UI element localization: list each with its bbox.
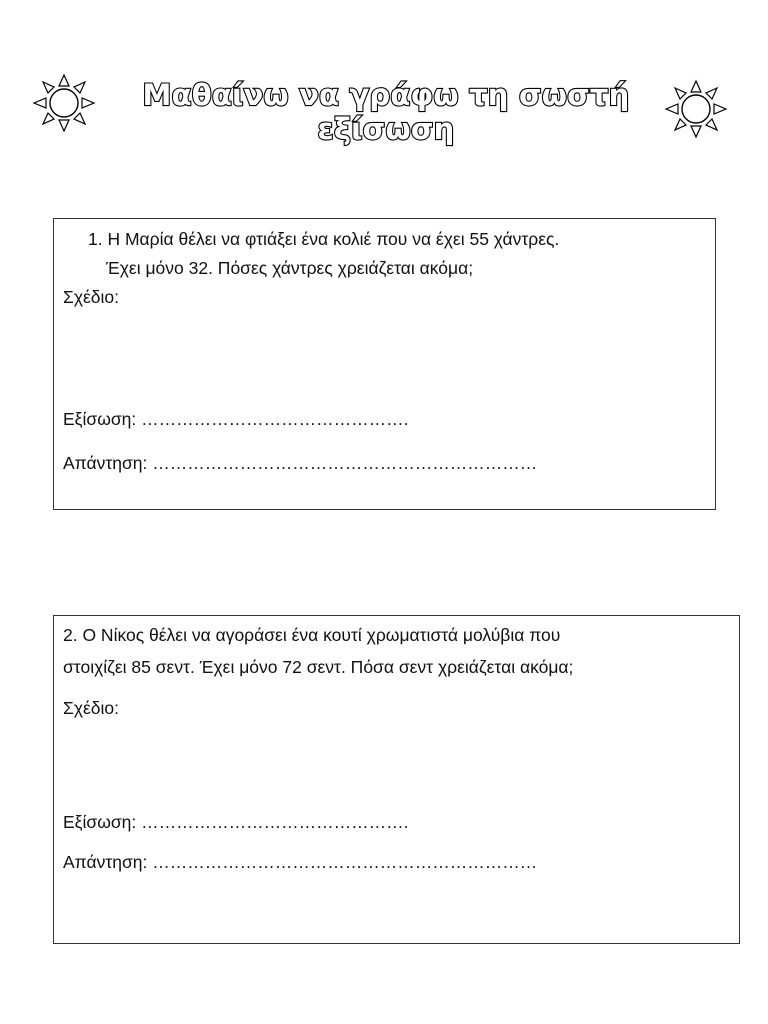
problem-box-2 <box>53 615 740 944</box>
problem-text-line-1: 1. Η Μαρία θέλει να φτιάξει ένα κολιέ που να έχει 55 χάντρες. <box>88 229 560 249</box>
header <box>30 72 738 146</box>
equation-line[interactable]: Εξίσωση: ………………………………………. <box>63 812 409 832</box>
problem-text-line-2: Έχει μόνο 32. Πόσες χάντρες χρειάζεται ακόμα; <box>106 258 474 278</box>
sun-icon <box>662 78 728 140</box>
answer-line[interactable]: Απάντηση: ………………………………………………………… <box>63 453 538 473</box>
page-title: Μαθαίνω να γράφω τη σωστή εξίσωση <box>142 78 630 146</box>
answer-line[interactable]: Απάντηση: ………………………………………………………… <box>63 852 538 872</box>
plan-label: Σχέδιο: <box>63 698 120 718</box>
problem-box-1 <box>53 218 716 510</box>
sun-icon <box>30 72 96 134</box>
problem-text-line-2: στοιχίζει 85 σεντ. Έχει μόνο 72 σεντ. Πόσα σεντ χρειάζεται ακόμα; <box>63 657 574 677</box>
plan-label: Σχέδιο: <box>63 287 120 307</box>
problem-text-line-1: 2. Ο Νίκος θέλει να αγοράσει ένα κουτί χρωματιστά μολύβια που <box>63 625 561 645</box>
equation-line[interactable]: Εξίσωση: ………………………………………. <box>63 409 409 429</box>
